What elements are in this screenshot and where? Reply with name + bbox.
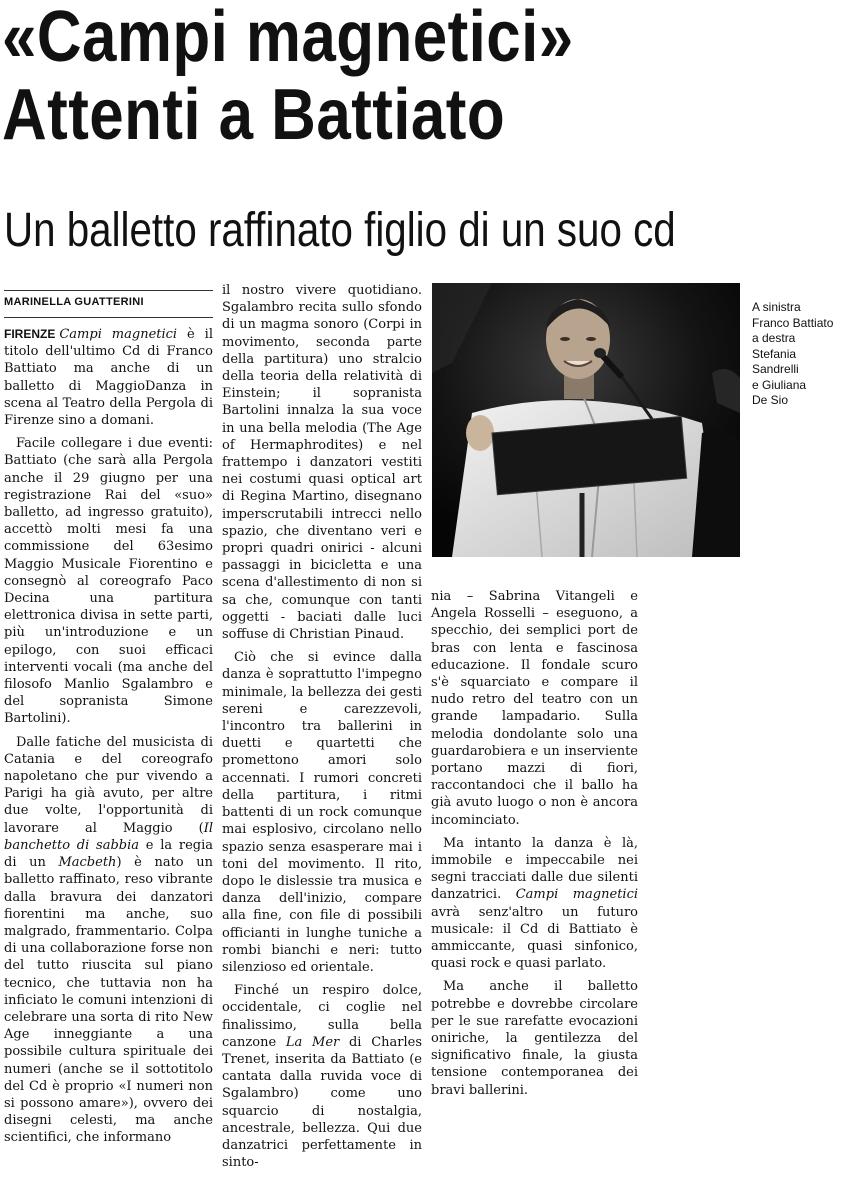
text-run: è il titolo dell'ultimo Cd di Franco Battiato ma anche di un balletto di MaggioDanza in scena al Teatro della Pergola di Firenze sino a domani. bbox=[4, 327, 214, 429]
paragraph: il nostro vivere quotidiano. Sgalambro recita sullo sfondo di un magma sonoro (Corpi in movimento, seconda parte della partitura) uno stralcio della teoria della relatività di Einstein; il sopranista Bartolini innalza la sua voce in una bella melodia (The Age of Hermaphrodites) e nel frattempo i danzatori vestiti nei costumi quasi optical art di Regina Martino, disegnano imperscrutabili intrecci nello spazio, che diventano veri e propri quadri onirici - alcuni passaggi in bicicletta e una scena d'allestimento di non si sa che, comunque con tanti oggetti - baciati dalle luci soffuse di Christian Pinaud. bbox=[222, 283, 422, 643]
paragraph: Ma anche il balletto potrebbe e dovrebbe circolare per le sue rarefatte evocazioni oniriche, la gentilezza del significativo finale, la giusta tensione contemporanea dei bravi ballerini. bbox=[431, 979, 638, 1098]
subheadline: Un balletto raffinato figlio di un suo cd bbox=[4, 204, 676, 257]
text-run: ) è nato un balletto raffinato, reso vibrante dalla bravura dei danzatori fiorentini ma anche, suo malgrado, frammentario. Colpa di una collaborazione forse non del tutto riuscita sul piano tecnico, che tuttavia non ha inficiato le comuni intenzioni di celebrare una sorta di rito New Age inneggiante a una possibile cultura spirituale dei numeri (anche se il sottotitolo del Cd è proprio «I numeri non si possono amare»), ovvero dei disegni celesti, ma anche scientifici, che informano bbox=[4, 855, 213, 1146]
concert-photo bbox=[432, 283, 740, 557]
headline bbox=[2, 0, 736, 154]
work-title: La Mer bbox=[285, 1034, 340, 1050]
text-run: Finché un respiro dolce, occidentale, ci coglie nel finalissimo, sulla bella canzone bbox=[222, 983, 422, 1050]
text-run: di Charles Trenet, inserita da Battiato (e cantata dalla ruvida voce di Sgalambro) come uno squarcio di nostalgia, ancestrale, bellezza. Qui due danzatrici perfettamente in sinto- bbox=[222, 1034, 422, 1171]
caption-line: De Sio bbox=[752, 393, 789, 407]
work-title: Campi magnetici bbox=[59, 327, 178, 342]
work-title: Macbeth bbox=[58, 855, 117, 871]
text-run: avrà senz'altro un futuro musicale: il Cd di Battiato è ammiccante, quasi sinfonico, quasi rock e quasi parlato. bbox=[431, 904, 638, 972]
caption-line: Sandrelli bbox=[752, 362, 799, 376]
photo-caption bbox=[752, 300, 852, 409]
caption-line: e Giuliana bbox=[752, 377, 807, 392]
work-title: Campi magnetici bbox=[515, 887, 639, 903]
caption-line: Franco Battiato bbox=[752, 315, 834, 330]
byline: MARINELLA GUATTERINI bbox=[4, 296, 144, 308]
headline-line-2: Attenti a Battiato bbox=[2, 75, 506, 155]
caption-line: A sinistra bbox=[752, 300, 801, 314]
concert-photo-image bbox=[432, 283, 740, 557]
paragraph: Ciò che si evince dalla danza è soprattutto l'impegno minimale, la bellezza dei gesti sereni e carezzevoli, l'incontro tra ballerini in duetti e quartetti che promettono amori solo accennati. I rumori concreti della partitura, i ritmi battenti di un rock comunque mai esplosivo, circolano nello spazio senza esasperare mai i toni del movimento. Il rito, dopo le dislessie tra musica e danza dell'inizio, compare alla fine, con file di possibili officianti in lunghe tuniche a rombi bianchi e neri: tutto silenzioso ed orientale. bbox=[222, 650, 422, 975]
text-run: Dalle fatiche del musicista di Catania e del coreografo napoletano che pur vivendo a Parigi ha già avuto, per altre due volte, l'opportunità di lavorare al Maggio ( bbox=[4, 734, 213, 836]
paragraph bbox=[222, 982, 422, 1171]
text-run: Ma intanto la danza è là, immobile e impeccabile nei segni tracciati dalle due silenti danzatrici. bbox=[431, 835, 638, 903]
byline-rule-top bbox=[4, 290, 213, 291]
dateline: FIRENZE bbox=[4, 327, 56, 341]
article-column-3 bbox=[431, 588, 638, 1105]
paragraph bbox=[4, 734, 213, 1147]
work-title: Il banchetto di sabbia bbox=[4, 820, 213, 853]
paragraph bbox=[4, 326, 213, 429]
caption-line: Stefania bbox=[752, 346, 797, 361]
paragraph bbox=[431, 835, 638, 973]
article-column-1 bbox=[4, 326, 213, 1153]
caption-line: a destra bbox=[752, 331, 796, 345]
article-column-2 bbox=[222, 282, 422, 1177]
paragraph: Facile collegare i due eventi: Battiato (che sarà alla Pergola anche il 29 giugno per una registrazione Rai del «suo» balletto, ad ingresso gratuito), accettò molti mesi fa una commissione del 63esimo Maggio Musicale Fiorentino e consegnò al coreografo Paco Decina una partitura elettronica divisa in sette parti, più un'introduzione e un epilogo, con suoi efficaci interventi vocali (ma anche del filosofo Manlio Sgalambro e del sopranista Simone Bartolini). bbox=[4, 436, 213, 727]
byline-rule-bottom bbox=[4, 317, 213, 318]
headline-line-1: «Campi magnetici» bbox=[2, 0, 574, 77]
text-run: e la regia di un bbox=[4, 837, 213, 871]
paragraph: nia – Sabrina Vitangeli e Angela Rosselli – eseguono, a specchio, dei semplici port de bras con lenta e fascinosa educazione. Il fondale scuro s'è squarciato e compare il nudo retro del teatro con un grande lampadario. Sulla melodia dondolante solo una guardarobiera e un inserviente portano mazzi di fiori, raccontandoci che il ballo ha già avuto luogo o non è ancora incominciato. bbox=[431, 589, 638, 828]
